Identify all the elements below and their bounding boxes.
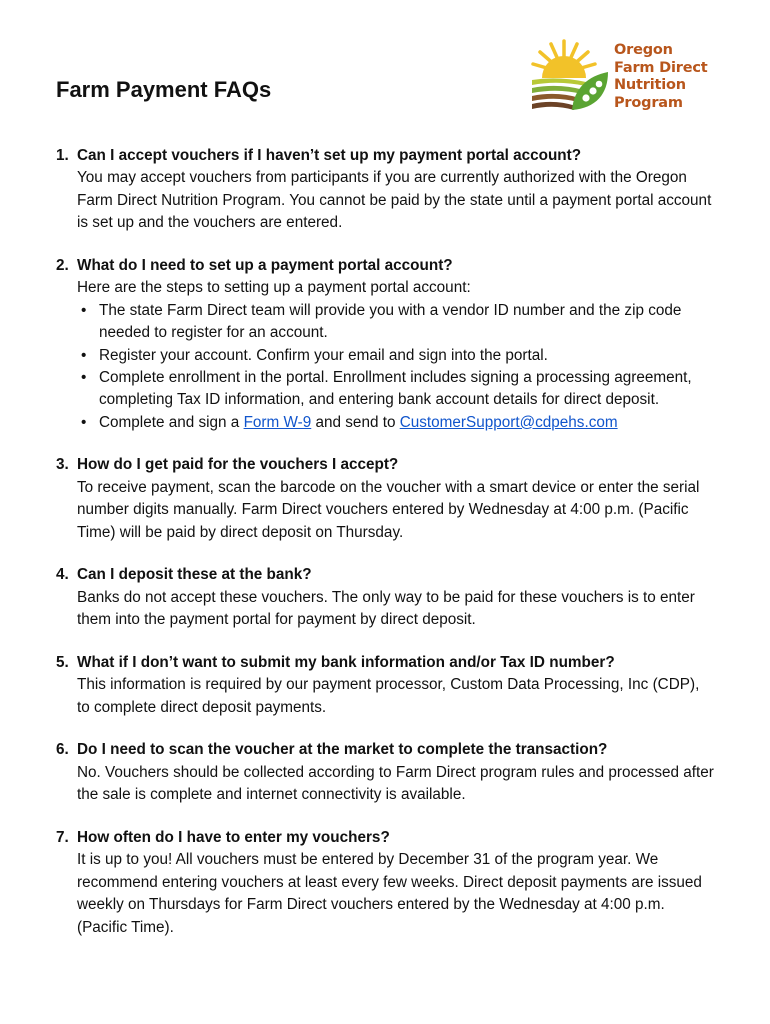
faq-question: What if I don’t want to submit my bank information and/or Tax ID number?	[77, 653, 615, 671]
faq-question: Can I deposit these at the bank?	[77, 566, 312, 584]
bullet-icon: •	[81, 413, 87, 431]
list-item-text: Complete enrollment in the portal. Enrollment includes signing a processing agreement, completing Tax ID information, and entering bank account details for direct deposit.	[99, 368, 692, 409]
page-title: Farm Payment FAQs	[56, 77, 272, 102]
faq-number: 6.	[56, 741, 69, 759]
customer-support-email-link[interactable]: CustomerSupport@cdpehs.com	[399, 413, 618, 431]
list-item	[77, 300, 716, 345]
faq-answer: This information is required by our payment processor, Custom Data Processing, Inc (CDP), to complete direct deposit payments.	[77, 676, 700, 716]
faq-item-1	[56, 145, 716, 235]
faq-number: 7.	[56, 828, 69, 846]
faq-item-4	[56, 564, 716, 631]
faq-item-6	[56, 739, 716, 806]
list-item	[77, 412, 716, 434]
faq-item-7	[56, 827, 716, 939]
faq-answer: It is up to you! All vouchers must be entered by December 31 of the program year. We recommend entering vouchers at least every few weeks. Direct deposit payments are issued weekly on Thursdays for Farm Direct vouchers entered by the Wednesday at 4:00 p.m. (Pacific Time).	[77, 851, 702, 936]
faq-number: 2.	[56, 256, 69, 274]
faq-answer: Here are the steps to setting up a payment portal account:	[77, 279, 471, 297]
logo-wordmark	[614, 42, 707, 112]
list-item-text-middle: and send to	[311, 413, 400, 431]
faq-number: 1.	[56, 147, 69, 164]
faq-answer: You may accept vouchers from participants if you are currently authorized with the Oregon Farm Direct Nutrition Program. You cannot be paid by the state until a payment portal account is set up and the vouchers are entered.	[77, 169, 712, 232]
logo-line-3: Nutrition	[614, 77, 686, 93]
faq-number: 5.	[56, 653, 69, 671]
faq-answer: To receive payment, scan the barcode on the voucher with a smart device or enter the serial number digits manually. Farm Direct vouchers entered by Wednesday at 4:00 p.m. (Pacific Time) will be paid by direct deposit on Thursday.	[77, 478, 700, 541]
faq-question: What do I need to set up a payment portal account?	[77, 256, 453, 274]
list-item-text: The state Farm Direct team will provide you with a vendor ID number and the zip code needed to register for an account.	[99, 301, 682, 342]
program-logo	[528, 38, 718, 113]
faq-question: How often do I have to enter my vouchers?	[77, 828, 390, 846]
faq-answer: Banks do not accept these vouchers. The only way to be paid for these vouchers is to enter them into the payment portal for payment by direct deposit.	[77, 588, 695, 629]
bullet-icon: •	[81, 368, 87, 386]
list-item	[77, 367, 716, 412]
sun-field-logo-icon	[528, 38, 610, 113]
logo-line-4: Program	[614, 94, 683, 111]
faq-question: Do I need to scan the voucher at the market to complete the transaction?	[77, 741, 608, 759]
faq-number: 3.	[56, 456, 69, 474]
bullet-icon: •	[81, 346, 87, 364]
faq-list	[56, 145, 716, 959]
faq-item-3	[56, 454, 716, 544]
bullet-icon: •	[81, 301, 87, 319]
faq-item-2	[56, 255, 716, 434]
faq-item-5	[56, 652, 716, 719]
faq-question: How do I get paid for the vouchers I accept?	[77, 456, 399, 474]
list-item	[77, 345, 716, 367]
setup-steps-list	[77, 300, 716, 434]
list-item-text-prefix: Complete and sign a	[99, 413, 244, 431]
logo-line-2: Farm Direct	[614, 59, 708, 76]
logo-line-1: Oregon	[614, 42, 673, 58]
faq-number: 4.	[56, 566, 69, 584]
form-w9-link[interactable]: Form W-9	[243, 413, 312, 431]
list-item-text: Register your account. Confirm your email and sign into the portal.	[99, 346, 548, 364]
faq-question: Can I accept vouchers if I haven’t set up my payment portal account?	[77, 147, 582, 164]
faq-answer: No. Vouchers should be collected according to Farm Direct program rules and processed after the sale is complete and internet connectivity is available.	[77, 763, 714, 804]
